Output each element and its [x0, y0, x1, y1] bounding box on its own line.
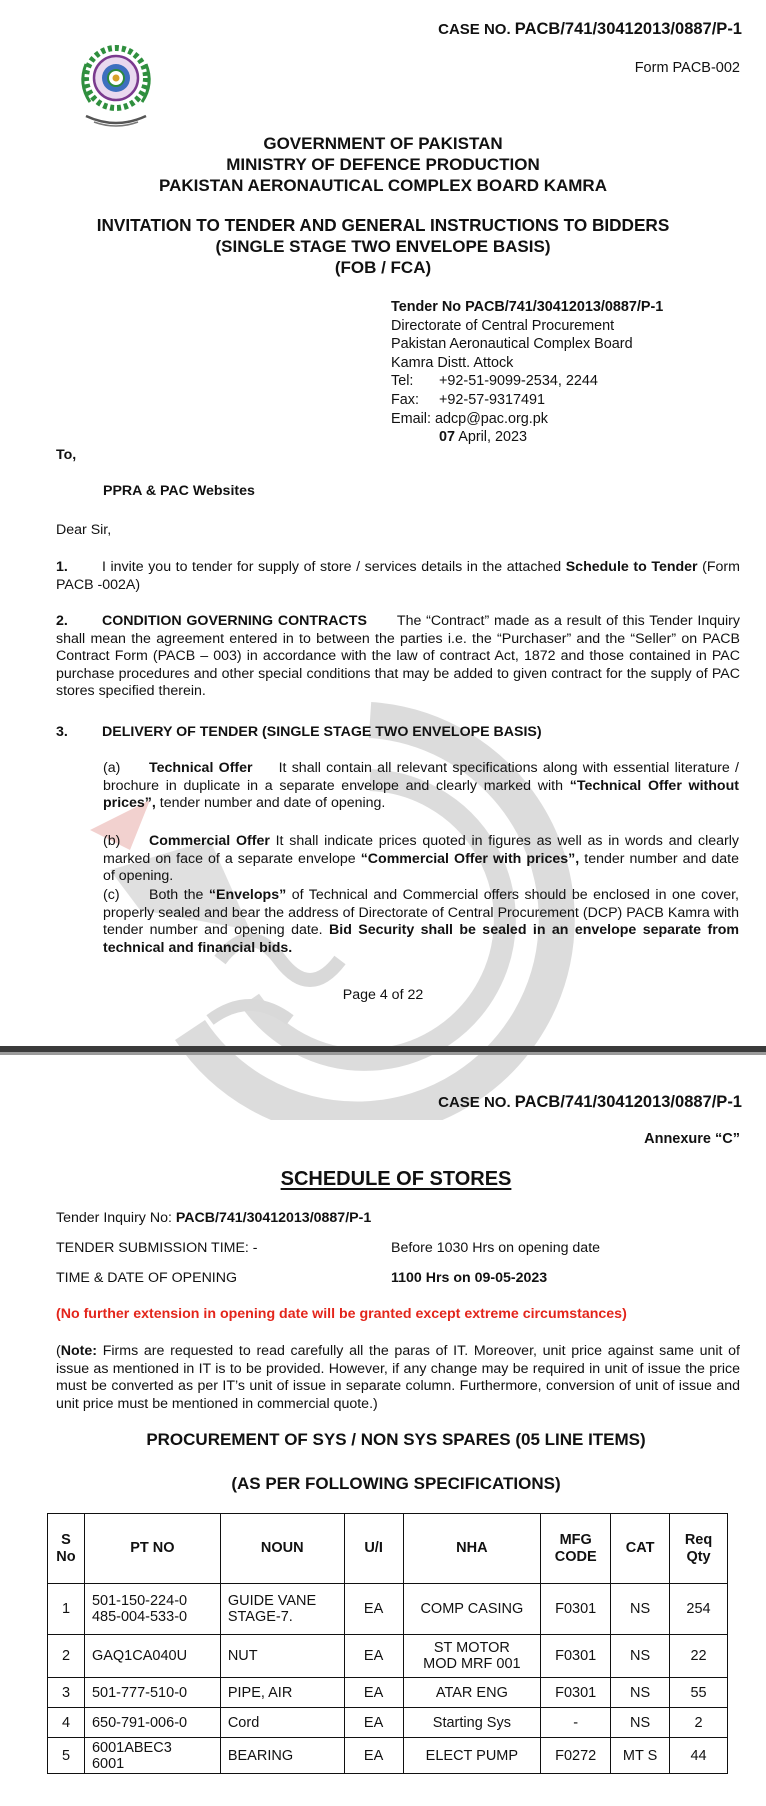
- header-sno: S No: [56, 1531, 76, 1565]
- email-value[interactable]: adcp@pac.org.pk: [434, 410, 548, 427]
- header-qty: Req Qty: [684, 1531, 713, 1565]
- address-line-3: Kamra Distt. Attock: [391, 354, 514, 371]
- cell-ptno: 501-150-224-0 485-004-533-0: [84, 1584, 220, 1635]
- address-line-2: Pakistan Aeronautical Complex Board: [391, 336, 633, 353]
- table-row: [48, 1738, 728, 1774]
- para-1-tail: (Form PACB -002A): [56, 559, 740, 593]
- fax: [391, 391, 663, 410]
- header-noun: NOUN: [260, 1540, 304, 1556]
- para-3b-bold: “Commercial Offer with prices”,: [360, 850, 580, 867]
- title-line-1: INVITATION TO TENDER AND GENERAL INSTRUCTIONS TO BIDDERS: [96, 215, 670, 235]
- extension-warning: (No further extension in opening date will be granted except extreme circumstances): [56, 1306, 627, 1322]
- tender-number: Tender No PACB/741/30412013/0887/P-1: [391, 299, 664, 315]
- para-3a-bold: “Technical Offer without prices”,: [103, 777, 739, 811]
- para-3b-title: Commercial Offer: [149, 833, 270, 849]
- salutation: Dear Sir,: [56, 522, 112, 538]
- date-rest: April, 2023: [455, 429, 528, 446]
- cell-qty: 2: [670, 1708, 728, 1738]
- paragraph-3-heading: [56, 724, 542, 742]
- case-number: [438, 20, 742, 39]
- opening-value: 1100 Hrs on 09-05-2023: [391, 1270, 548, 1286]
- tel-label: Tel:: [391, 373, 414, 390]
- para-1-number: 1.: [56, 559, 68, 575]
- tel-value: +92-51-9099-2534, 2244: [439, 373, 598, 390]
- form-number: Form PACB-002: [634, 60, 740, 76]
- para-3c-text-1: Both the: [149, 887, 209, 903]
- para-3-number: 3.: [56, 724, 68, 740]
- address-block: [391, 298, 663, 447]
- table-body: [48, 1584, 728, 1774]
- para-3c-label: (c): [103, 887, 120, 903]
- para-2-number: 2.: [56, 613, 68, 629]
- cell-nha: ST MOTOR MOD MRF 001: [403, 1635, 541, 1678]
- header-cell: [84, 1514, 220, 1584]
- email-label: Email:: [391, 410, 431, 427]
- cell-ui: EA: [344, 1635, 403, 1678]
- case-no-label: CASE NO.: [438, 21, 511, 38]
- para-3c-text-2: of Technical and Commercial offers should be enclosed in one cover, properly sealed and bear the address of Directorate of Central Procurement (DCP) PACB Kamra with tender number and opening date.: [103, 887, 739, 938]
- header-mfg: MFG CODE: [554, 1531, 597, 1565]
- para-3a-tail: tender number and date of opening.: [155, 795, 386, 811]
- case-no-label-2: CASE NO.: [438, 1094, 511, 1111]
- case-no-value-2: PACB/741/30412013/0887/P-1: [514, 1093, 742, 1111]
- header-line-2: MINISTRY OF DEFENCE PRODUCTION: [226, 155, 540, 174]
- letter-date: [391, 428, 663, 447]
- cell-ui: EA: [344, 1738, 403, 1774]
- para-3a-text: It shall contain all relevant specifications along with essential literature / brochure in duplicate in a separate envelope and clearly marked with: [103, 760, 739, 794]
- submission-value: Before 1030 Hrs on opening date: [391, 1240, 601, 1256]
- cell-noun: Cord: [220, 1708, 344, 1738]
- cell-ui: EA: [344, 1678, 403, 1708]
- table-header-row: [48, 1514, 728, 1584]
- para-3a-label: (a): [103, 760, 121, 776]
- header-cell: [344, 1514, 403, 1584]
- note-label: Note:: [60, 1343, 97, 1359]
- cell-cat: NS: [611, 1708, 670, 1738]
- procurement-heading: PROCUREMENT OF SYS / NON SYS SPARES (05 LINE ITEMS): [146, 1430, 646, 1449]
- cell-qty: 55: [670, 1678, 728, 1708]
- telephone: [391, 372, 663, 391]
- page-divider-shadow: [0, 1052, 766, 1055]
- cell-noun: BEARING: [220, 1738, 344, 1774]
- header-ptno: PT NO: [130, 1540, 175, 1556]
- cell-sno: 1: [48, 1584, 85, 1635]
- cell-cat: NS: [611, 1678, 670, 1708]
- date-day: 07: [439, 429, 456, 446]
- cell-ptno: 501-777-510-0: [84, 1678, 220, 1708]
- cell-sno: 4: [48, 1708, 85, 1738]
- header-cat: CAT: [625, 1540, 655, 1556]
- cell-ui: EA: [344, 1708, 403, 1738]
- address-line-1: Directorate of Central Procurement: [391, 317, 615, 334]
- document-title: [0, 215, 766, 278]
- cell-nha: Starting Sys: [403, 1708, 541, 1738]
- cell-nha: ELECT PUMP: [403, 1738, 541, 1774]
- specifications-heading: (AS PER FOLLOWING SPECIFICATIONS): [231, 1474, 561, 1493]
- inquiry-number: PACB/741/30412013/0887/P-1: [175, 1210, 372, 1226]
- cell-noun: PIPE, AIR: [220, 1678, 344, 1708]
- note-text: Firms are requested to read carefully all the paras of IT. Moreover, unit price against same unit of issue as mentioned in IT is to be provided. However, if any change may be required in unit of issue the price must be converted as per IT’s unit of issue in separate column. Furthermore, conversion of unit of issue and unit price must be mentioned in commercial quote.): [56, 1343, 740, 1412]
- header-line-3: PAKISTAN AERONAUTICAL COMPLEX BOARD KAMRA: [159, 176, 607, 195]
- email: [391, 410, 663, 429]
- inquiry-label: Tender Inquiry No:: [56, 1210, 176, 1226]
- header-cell: [403, 1514, 541, 1584]
- cell-nha: COMP CASING: [403, 1584, 541, 1635]
- para-1-bold: Schedule to Tender: [565, 559, 698, 575]
- table-row: [48, 1708, 728, 1738]
- cell-nha: ATAR ENG: [403, 1678, 541, 1708]
- fax-label: Fax:: [391, 391, 419, 408]
- paragraph-1: [56, 559, 740, 594]
- cell-cat: MT S: [611, 1738, 670, 1774]
- table-row: [48, 1635, 728, 1678]
- header-cell: [541, 1514, 611, 1584]
- fax-value: +92-57-9317491: [439, 391, 546, 408]
- stores-table: [47, 1513, 728, 1774]
- cell-sno: 5: [48, 1738, 85, 1774]
- para-3b-label: (b): [103, 833, 121, 849]
- cell-qty: 22: [670, 1635, 728, 1678]
- cell-noun: GUIDE VANE STAGE-7.: [220, 1584, 344, 1635]
- cell-sno: 3: [48, 1678, 85, 1708]
- para-3a-title: Technical Offer: [149, 760, 253, 776]
- header-cell: [48, 1514, 85, 1584]
- table-row: [48, 1584, 728, 1635]
- para-3b: [103, 833, 739, 886]
- para-3c-bold-2: Bid Security shall be sealed in an envelope separate from technical and financial bids.: [103, 922, 739, 956]
- header-nha: NHA: [456, 1540, 488, 1556]
- cell-mfg: F0301: [541, 1678, 611, 1708]
- recipient: PPRA & PAC Websites: [103, 483, 255, 499]
- title-line-2: (SINGLE STAGE TWO ENVELOPE BASIS): [215, 237, 551, 256]
- stores-table-wrap: [47, 1513, 728, 1774]
- para-3a: [103, 760, 739, 813]
- schedule-title-wrap: [0, 1168, 766, 1191]
- para-3b-text: It shall indicate prices quoted in figures as well as in words and clearly marked on face of a separate envelope: [103, 833, 739, 867]
- cell-mfg: F0301: [541, 1635, 611, 1678]
- note-paragraph: [56, 1343, 740, 1413]
- para-2-text: The “Contract” made as a result of this Tender Inquiry shall mean the agreement entered in to between the parties i.e. the “Purchaser” and the “Seller” on PACB Contract Form (PACB – 003) in accordance with the law of contract Act, 1872 and those contained in PAC purchase procedures and other special conditions that may be added to given contract for the supply of PAC stores specified therein.: [56, 613, 740, 699]
- cell-qty: 254: [670, 1584, 728, 1635]
- header-cell: [670, 1514, 728, 1584]
- opening-label: TIME & DATE OF OPENING: [56, 1270, 238, 1286]
- paragraph-2: [56, 613, 740, 701]
- header-ui: U/I: [364, 1540, 383, 1556]
- cell-qty: 44: [670, 1738, 728, 1774]
- schedule-title: SCHEDULE OF STORES: [280, 1168, 512, 1190]
- pac-emblem-icon: [66, 34, 166, 130]
- header-line-1: GOVERNMENT OF PAKISTAN: [263, 134, 503, 153]
- cell-ptno: 650-791-006-0: [84, 1708, 220, 1738]
- cell-ptno: 6001ABEC3 6001: [84, 1738, 220, 1774]
- note-open: (: [56, 1343, 61, 1359]
- case-number-page-2: [438, 1093, 742, 1112]
- table-row: [48, 1678, 728, 1708]
- cell-sno: 2: [48, 1635, 85, 1678]
- page-number: Page 4 of 22: [342, 987, 424, 1003]
- to-line: To,: [56, 447, 77, 463]
- submission-label: TENDER SUBMISSION TIME: -: [56, 1240, 258, 1256]
- cell-ptno: GAQ1CA040U: [84, 1635, 220, 1678]
- header-cell: [611, 1514, 670, 1584]
- cell-noun: NUT: [220, 1635, 344, 1678]
- cell-mfg: F0301: [541, 1584, 611, 1635]
- tender-inquiry: [56, 1210, 371, 1228]
- cell-cat: NS: [611, 1584, 670, 1635]
- header-cell: [220, 1514, 344, 1584]
- title-line-3: (FOB / FCA): [334, 258, 432, 277]
- cell-cat: NS: [611, 1635, 670, 1678]
- para-3c: [103, 887, 739, 957]
- cell-ui: EA: [344, 1584, 403, 1635]
- para-3c-bold-1: “Envelops”: [208, 887, 287, 903]
- para-2-heading: CONDITION GOVERNING CONTRACTS: [102, 613, 367, 629]
- government-header: [0, 133, 766, 196]
- para-3-heading: DELIVERY OF TENDER (SINGLE STAGE TWO ENVELOPE BASIS): [102, 724, 542, 740]
- cell-mfg: F0272: [541, 1738, 611, 1774]
- cell-mfg: -: [541, 1708, 611, 1738]
- para-3b-tail: tender number and date of opening.: [103, 850, 739, 884]
- case-no-value: PACB/741/30412013/0887/P-1: [514, 20, 742, 38]
- annexure: Annexure “C”: [644, 1131, 740, 1147]
- para-1-text: I invite you to tender for supply of store / services details in the attached: [102, 559, 566, 575]
